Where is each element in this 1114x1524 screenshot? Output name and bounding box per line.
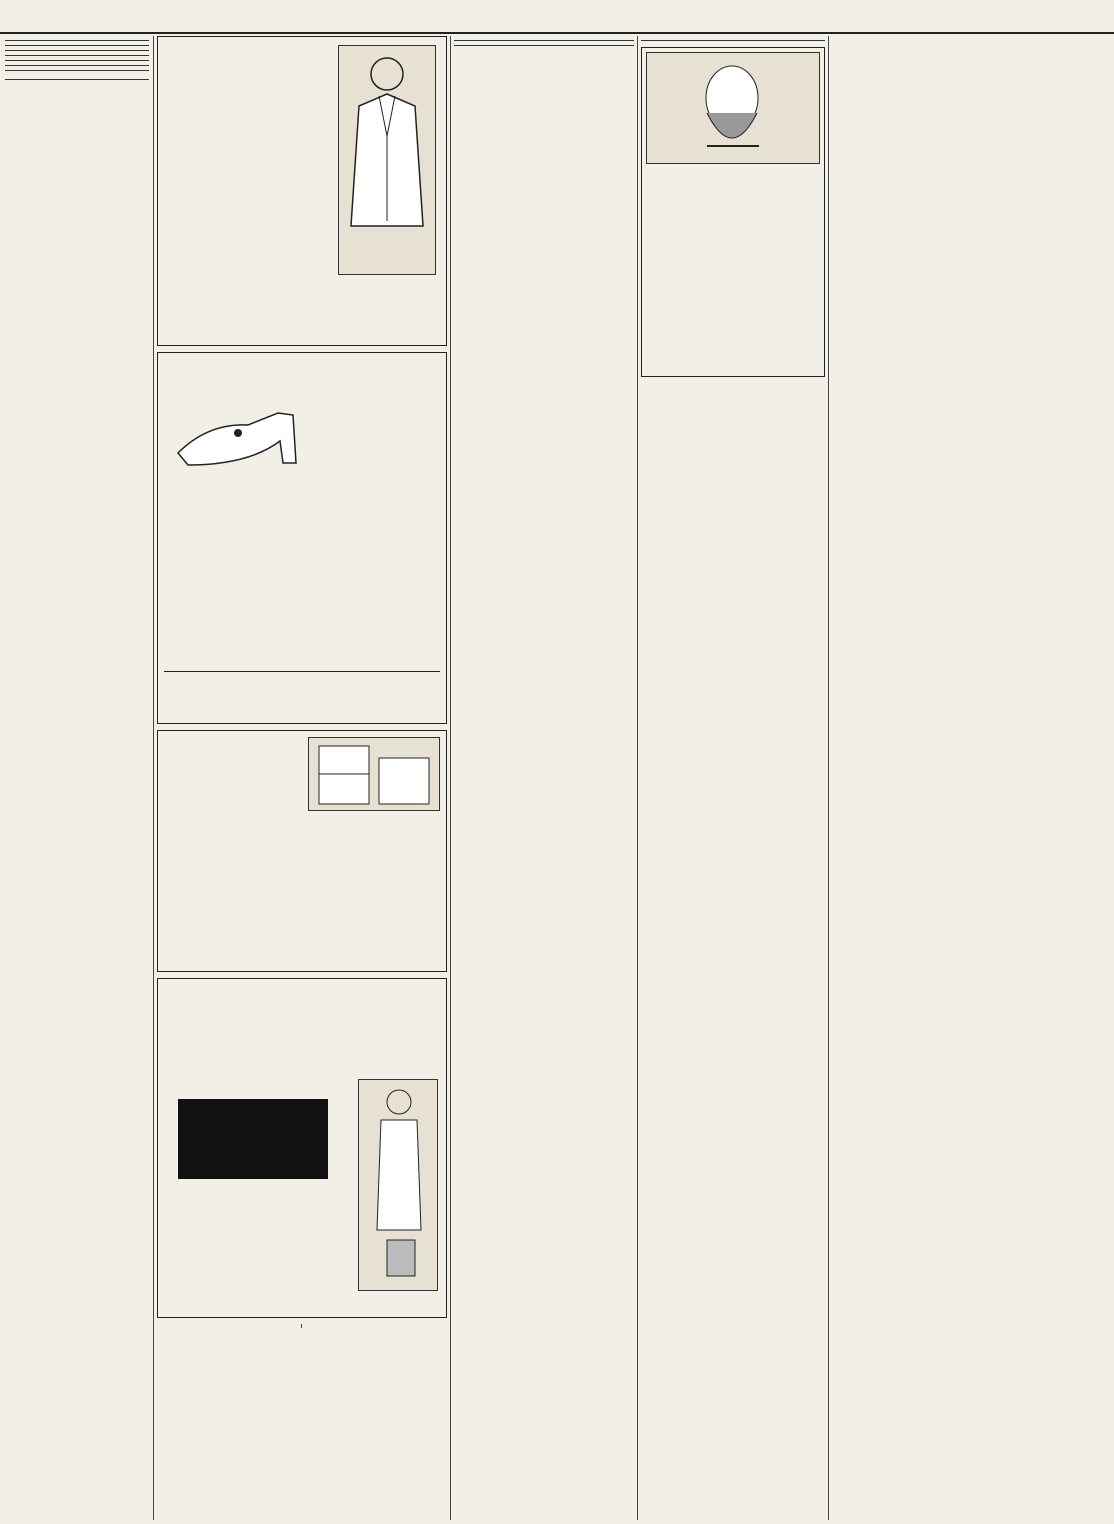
column-australian-news bbox=[641, 36, 825, 1520]
man-in-shirt-illustration bbox=[338, 45, 436, 275]
bergers-paint-ad bbox=[157, 978, 447, 1318]
waitara-lepperton-ad bbox=[308, 1324, 447, 1328]
painter-icon bbox=[359, 1080, 437, 1290]
darwin-portrait bbox=[646, 52, 820, 164]
shoe-icon bbox=[168, 393, 318, 483]
hannahs-ad bbox=[157, 352, 447, 724]
shoe-illustration bbox=[168, 393, 318, 483]
prime-joints-ad bbox=[157, 1324, 295, 1328]
bonnington-ad bbox=[641, 47, 825, 377]
sideboard-icon bbox=[309, 738, 439, 810]
plumtree-ad bbox=[157, 36, 447, 346]
darwin-year bbox=[707, 145, 759, 147]
furniture-illustration bbox=[308, 737, 440, 811]
masthead bbox=[0, 0, 1114, 34]
column-shipping bbox=[454, 36, 634, 1520]
red-post-ad bbox=[157, 730, 447, 972]
column-shipping-notices bbox=[5, 36, 149, 1520]
column-ads-left bbox=[157, 36, 447, 1520]
painter-illustration bbox=[358, 1079, 438, 1291]
shirt-figure-icon bbox=[339, 46, 435, 274]
